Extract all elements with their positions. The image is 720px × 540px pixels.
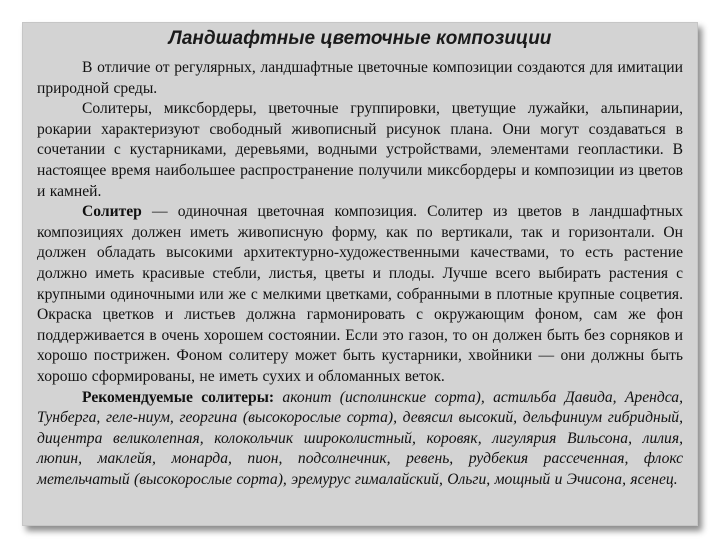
paragraph-soliter xyxy=(37,202,683,387)
soliter-term: Солитер xyxy=(82,203,142,221)
paragraph-recommended xyxy=(37,388,683,491)
slide-frame xyxy=(22,22,698,526)
recommended-heading: Рекомендуемые солитеры: xyxy=(82,388,275,406)
recommended-plant-list: аконит (исполинские сорта), астильба Давида, Арендса, Тунберга, геле-ниум, георгина (высокорослые сорта), девясил высокий, дельфиниум гибридный, дицентра великолепная, колокольчик широколистный, коровяк, лигулярия Вильсона, лилия, люпин, маклейя, монарда, пион, подсолнечник, ревень, рудбекия рассеченная, флокс метельчатый (высокорослые сорта), эремурус гималайский, Ольги, мощный и Эчисона, ясенец. xyxy=(37,388,683,488)
slide-content xyxy=(37,27,683,490)
paragraph-intro xyxy=(37,58,683,99)
paragraph-types-text: Солитеры, миксбордеры, цветочные группировки, цветущие лужайки, альпинарии, рокарии характеризуют свободный живописный рисунок плана. Они могут создаваться в сочетании с кустарниками, деревьями, водными устройствами, элементами геопластики. В настоящее время наибольшее распространение получили миксбордеры и композиции из цветов и камней. xyxy=(37,100,683,200)
paragraph-soliter-text: — одиночная цветочная композиция. Солитер из цветов в ландшафтных композициях должен иметь живописную форму, как по вертикали, так и горизонтали. Он должен обладать высокими архитектурно-художественными качествами, то есть растение должно иметь красивые стебли, листья, цветы и плоды. Лучше всего выбирать растения с крупными одиночными или же с мелкими цветками, собранными в плотные крупные соцветия. Окраска цветков и листьев должна гармонировать с окружающим фоном, сам же фон поддерживается в очень хорошем состоянии. Если это газон, то он должен быть без сорняков и хорошо пострижен. Фоном солитеру может быть кустарники, хвойники — они должны быть хорошо сформированы, не иметь сухих и обломанных веток. xyxy=(37,203,683,385)
paragraph-types xyxy=(37,99,683,202)
slide-title: Ландшафтные цветочные композиции xyxy=(168,28,552,49)
paragraph-intro-text: В отличие от регулярных, ландшафтные цветочные композиции создаются для имитации природной среды. xyxy=(37,59,683,97)
